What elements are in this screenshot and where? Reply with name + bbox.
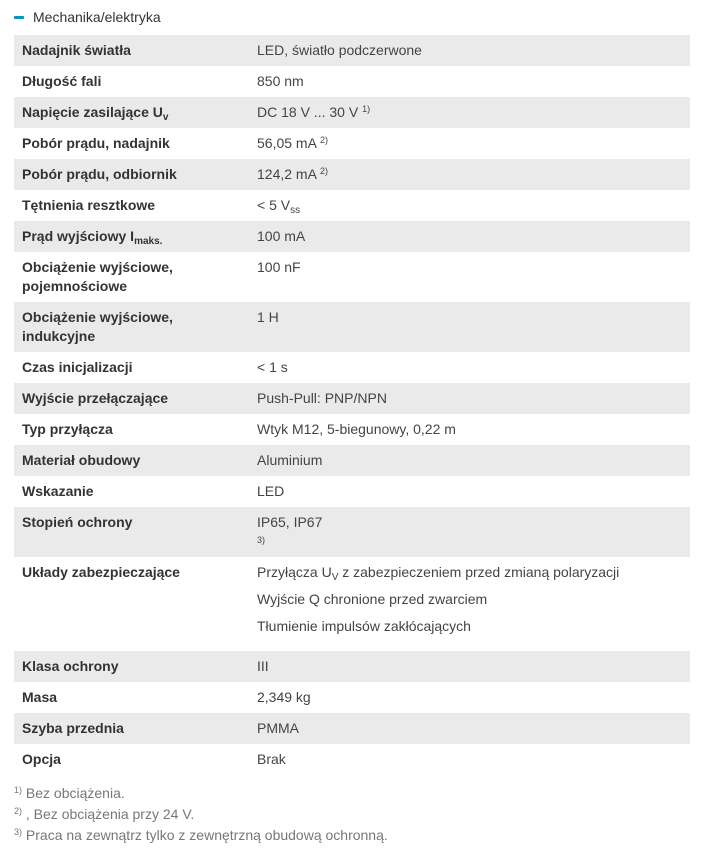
spec-label — [14, 302, 249, 352]
table-row — [14, 352, 690, 383]
spec-value — [249, 713, 690, 744]
spec-label — [14, 190, 249, 221]
spec-value-text: 850 nm — [257, 73, 304, 89]
table-row — [14, 159, 690, 190]
spec-label-text: Opcja — [22, 751, 61, 767]
spec-value-text: Tłumienie impulsów zakłócających — [257, 618, 471, 634]
spec-label — [14, 252, 249, 302]
table-row — [14, 97, 690, 128]
table-row — [14, 190, 690, 221]
spec-label-text: Typ przyłącza — [22, 421, 113, 437]
footnote-text: Praca na zewnątrz tylko z zewnętrzną obudową ochronną. — [22, 827, 388, 843]
spec-label-text: Napięcie zasilające U — [22, 104, 163, 120]
spec-table — [14, 35, 690, 775]
spec-label — [14, 682, 249, 713]
table-row — [14, 35, 690, 66]
footnote — [14, 825, 690, 846]
spec-label — [14, 414, 249, 445]
spec-value-text: z zabezpieczeniem przed zmianą polaryzacji — [338, 564, 620, 580]
spec-label-text: Pobór prądu, odbiornik — [22, 166, 177, 182]
table-row — [14, 557, 690, 651]
spec-label-text: Masa — [22, 689, 58, 705]
footnote — [14, 783, 690, 804]
spec-label-text: Nadajnik światła — [22, 42, 131, 58]
spec-value-text: < 5 V — [257, 197, 291, 213]
collapse-icon[interactable] — [14, 16, 24, 19]
footnote-text: , Bez obciążenia przy 24 V. — [22, 806, 195, 822]
table-row — [14, 66, 690, 97]
spec-value — [249, 221, 690, 252]
spec-label-text: Układy zabezpieczające — [22, 564, 180, 580]
spec-label — [14, 35, 249, 66]
spec-label-text: Materiał obudowy — [22, 452, 141, 468]
spec-value — [249, 302, 690, 352]
spec-value — [249, 159, 690, 190]
spec-value-text: Aluminium — [257, 452, 323, 468]
spec-label — [14, 557, 249, 651]
spec-value-text: LED — [257, 483, 285, 499]
spec-label-text: Czas inicjalizacji — [22, 359, 133, 375]
spec-label — [14, 383, 249, 414]
spec-value — [249, 128, 690, 159]
spec-value-text: Wtyk M12, 5-biegunowy, 0,22 m — [257, 421, 456, 437]
spec-value-text: 56,05 mA — [257, 135, 317, 151]
footnote-mark: 2) — [14, 806, 23, 816]
spec-value — [249, 383, 690, 414]
spec-value-line — [257, 590, 682, 609]
spec-label-text: Obciążenie wyjściowe, indukcyjne — [22, 309, 173, 344]
table-row — [14, 713, 690, 744]
spec-label-text: Wyjście przełączające — [22, 390, 169, 406]
spec-label-text: Długość fali — [22, 73, 102, 89]
spec-value-text: Brak — [257, 751, 286, 767]
spec-label — [14, 713, 249, 744]
spec-label-text: Stopień ochrony — [22, 514, 133, 530]
footnote-ref: 3) — [257, 535, 266, 545]
table-row — [14, 414, 690, 445]
spec-value-text: PMMA — [257, 720, 299, 736]
spec-label — [14, 352, 249, 383]
spec-label-text: Prąd wyjściowy I — [22, 228, 135, 244]
spec-label — [14, 476, 249, 507]
spec-value-text: III — [257, 658, 269, 674]
spec-value-text: 100 nF — [257, 259, 301, 275]
footnote-ref: 2) — [320, 135, 329, 145]
spec-value-text: < 1 s — [257, 359, 288, 375]
spec-value — [249, 35, 690, 66]
spec-value — [249, 352, 690, 383]
table-row — [14, 651, 690, 682]
footnote-ref: 1) — [362, 104, 371, 114]
spec-label — [14, 97, 249, 128]
table-row — [14, 221, 690, 252]
spec-value — [249, 252, 690, 302]
spec-label-text: Klasa ochrony — [22, 658, 119, 674]
spec-value — [249, 190, 690, 221]
spec-label-text: Szyba przednia — [22, 720, 124, 736]
spec-label — [14, 744, 249, 775]
spec-value — [249, 66, 690, 97]
spec-value-text: LED, światło podczerwone — [257, 42, 422, 58]
spec-label — [14, 445, 249, 476]
table-row — [14, 682, 690, 713]
spec-value — [249, 97, 690, 128]
spec-label-text: Wskazanie — [22, 483, 94, 499]
table-row — [14, 383, 690, 414]
table-row — [14, 476, 690, 507]
spec-value-text: IP65, IP67 — [257, 514, 323, 530]
spec-value — [249, 682, 690, 713]
footnote-ref: 2) — [320, 166, 329, 176]
spec-label-subscript: maks. — [134, 236, 163, 247]
spec-value-line — [257, 617, 682, 636]
spec-value-text: 124,2 mA — [257, 166, 317, 182]
footnote-text: Bez obciążenia. — [22, 785, 125, 801]
table-row — [14, 302, 690, 352]
spec-value — [249, 557, 690, 651]
footnote — [14, 804, 690, 825]
spec-label-text: Tętnienia resztkowe — [22, 197, 156, 213]
spec-value-line — [257, 563, 682, 582]
spec-label — [14, 221, 249, 252]
spec-label — [14, 66, 249, 97]
spec-value-subscript: ss — [290, 205, 301, 216]
footnote-mark: 1) — [14, 785, 23, 795]
footnote-mark: 3) — [14, 827, 23, 837]
spec-value-text: 2,349 kg — [257, 689, 311, 705]
spec-value-text: 1 H — [257, 309, 279, 325]
spec-label — [14, 159, 249, 190]
spec-value-text: DC 18 V ... 30 V — [257, 104, 359, 120]
spec-value-text: 100 mA — [257, 228, 306, 244]
spec-label — [14, 128, 249, 159]
spec-value — [249, 414, 690, 445]
section-header[interactable] — [14, 6, 161, 28]
table-row — [14, 445, 690, 476]
spec-label-text: Pobór prądu, nadajnik — [22, 135, 170, 151]
spec-value — [249, 476, 690, 507]
table-row — [14, 128, 690, 159]
spec-label-text: Obciążenie wyjściowe, pojemnościowe — [22, 259, 173, 294]
spec-label-subscript: v — [162, 112, 169, 123]
spec-value — [249, 507, 690, 557]
table-row — [14, 744, 690, 775]
footnotes — [14, 783, 690, 846]
spec-value — [249, 445, 690, 476]
spec-value-text: Wyjście Q chronione przed zwarciem — [257, 591, 488, 607]
spec-value-text: Przyłącza U — [257, 564, 332, 580]
spec-label — [14, 651, 249, 682]
spec-value-text: Push-Pull: PNP/NPN — [257, 390, 387, 406]
table-row — [14, 252, 690, 302]
table-row — [14, 507, 690, 557]
spec-value — [249, 744, 690, 775]
spec-value-subscript: V — [331, 572, 339, 583]
section-title: Mechanika/elektryka — [33, 9, 161, 25]
spec-value — [249, 651, 690, 682]
spec-label — [14, 507, 249, 557]
